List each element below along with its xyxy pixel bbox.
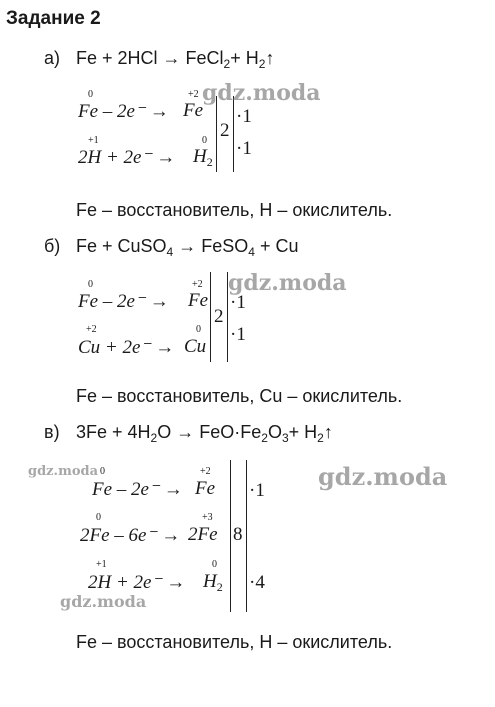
part-b-equation: Fe + CuSO$_4$ → FeSO$_4$ + Cu — [76, 236, 299, 259]
watermark: gdz.moda — [60, 592, 147, 611]
half-reaction-right: $H_2$ — [193, 146, 213, 169]
page-title: Задание 2 — [6, 8, 101, 29]
ox-state: +1 — [96, 559, 107, 570]
ox-state: +3 — [202, 512, 213, 523]
ox-state: +1 — [88, 135, 99, 146]
ox-state: 0 — [212, 559, 217, 570]
half-reaction-left: Fe – 2e⁻ → — [92, 479, 183, 500]
lcm: 2 — [220, 120, 230, 141]
coefficient: ·1 — [230, 292, 246, 313]
lcm: 8 — [233, 524, 243, 545]
coefficient: ·4 — [249, 572, 265, 593]
watermark: gdz.moda — [202, 80, 321, 106]
part-a-conclusion: Fe – восстановитель, H – окислитель. — [76, 200, 393, 220]
ox-state: 0 — [88, 89, 93, 100]
part-c-equation: $3Fe + 4H_2O \to FeO\cdot Fe_2O_3+$ $H_2↑$ — [76, 422, 333, 445]
ox-state: +2 — [86, 324, 97, 335]
ox-state: 0 — [100, 466, 105, 477]
ox-state: 0 — [196, 324, 201, 335]
ox-state: 0 — [96, 512, 101, 523]
ox-state: +2 — [192, 279, 203, 290]
half-reaction-right: Cu — [184, 336, 207, 357]
part-a-label: а) — [44, 48, 61, 68]
part-b-label: б) — [44, 236, 61, 256]
part-b-conclusion: Fe – восстановитель, Cu – окислитель. — [76, 386, 403, 406]
half-reaction-left: 2Fe – 6e⁻ → — [80, 525, 181, 546]
half-reaction-right: $H_2$ — [203, 571, 223, 594]
part-a-equation: Fe + 2HCl → FeCl$_2$+ $H_2↑$ — [76, 48, 275, 71]
half-reaction-right: 2Fe — [188, 524, 218, 545]
half-reaction-right: Fe — [183, 100, 204, 121]
coefficient: ·1 — [230, 324, 246, 345]
ox-state: 0 — [88, 279, 93, 290]
half-reaction-left: 2H + 2e⁻ → — [78, 147, 176, 168]
coefficient: ·1 — [236, 106, 252, 127]
part-c-conclusion: Fe – восстановитель, H – окислитель. — [76, 632, 393, 652]
watermark: gdz.moda — [28, 464, 99, 479]
ox-state: +2 — [200, 466, 211, 477]
ox-state: +2 — [188, 89, 199, 100]
watermark: gdz.moda — [228, 270, 347, 296]
coefficient: ·1 — [249, 480, 265, 501]
half-reaction-left: Cu + 2e⁻ → — [78, 337, 175, 358]
half-reaction-left: Fe – 2e⁻ → — [78, 291, 169, 312]
lcm: 2 — [214, 306, 224, 327]
part-c-label: в) — [44, 422, 60, 442]
ox-state: 0 — [202, 135, 207, 146]
half-reaction-left: 2H + 2e⁻ → — [88, 572, 186, 593]
half-reaction-right: Fe — [195, 478, 216, 499]
coefficient: ·1 — [236, 138, 252, 159]
watermark: gdz.moda — [318, 462, 448, 491]
half-reaction-left: Fe – 2e⁻ → — [78, 101, 169, 122]
half-reaction-right: Fe — [188, 290, 209, 311]
